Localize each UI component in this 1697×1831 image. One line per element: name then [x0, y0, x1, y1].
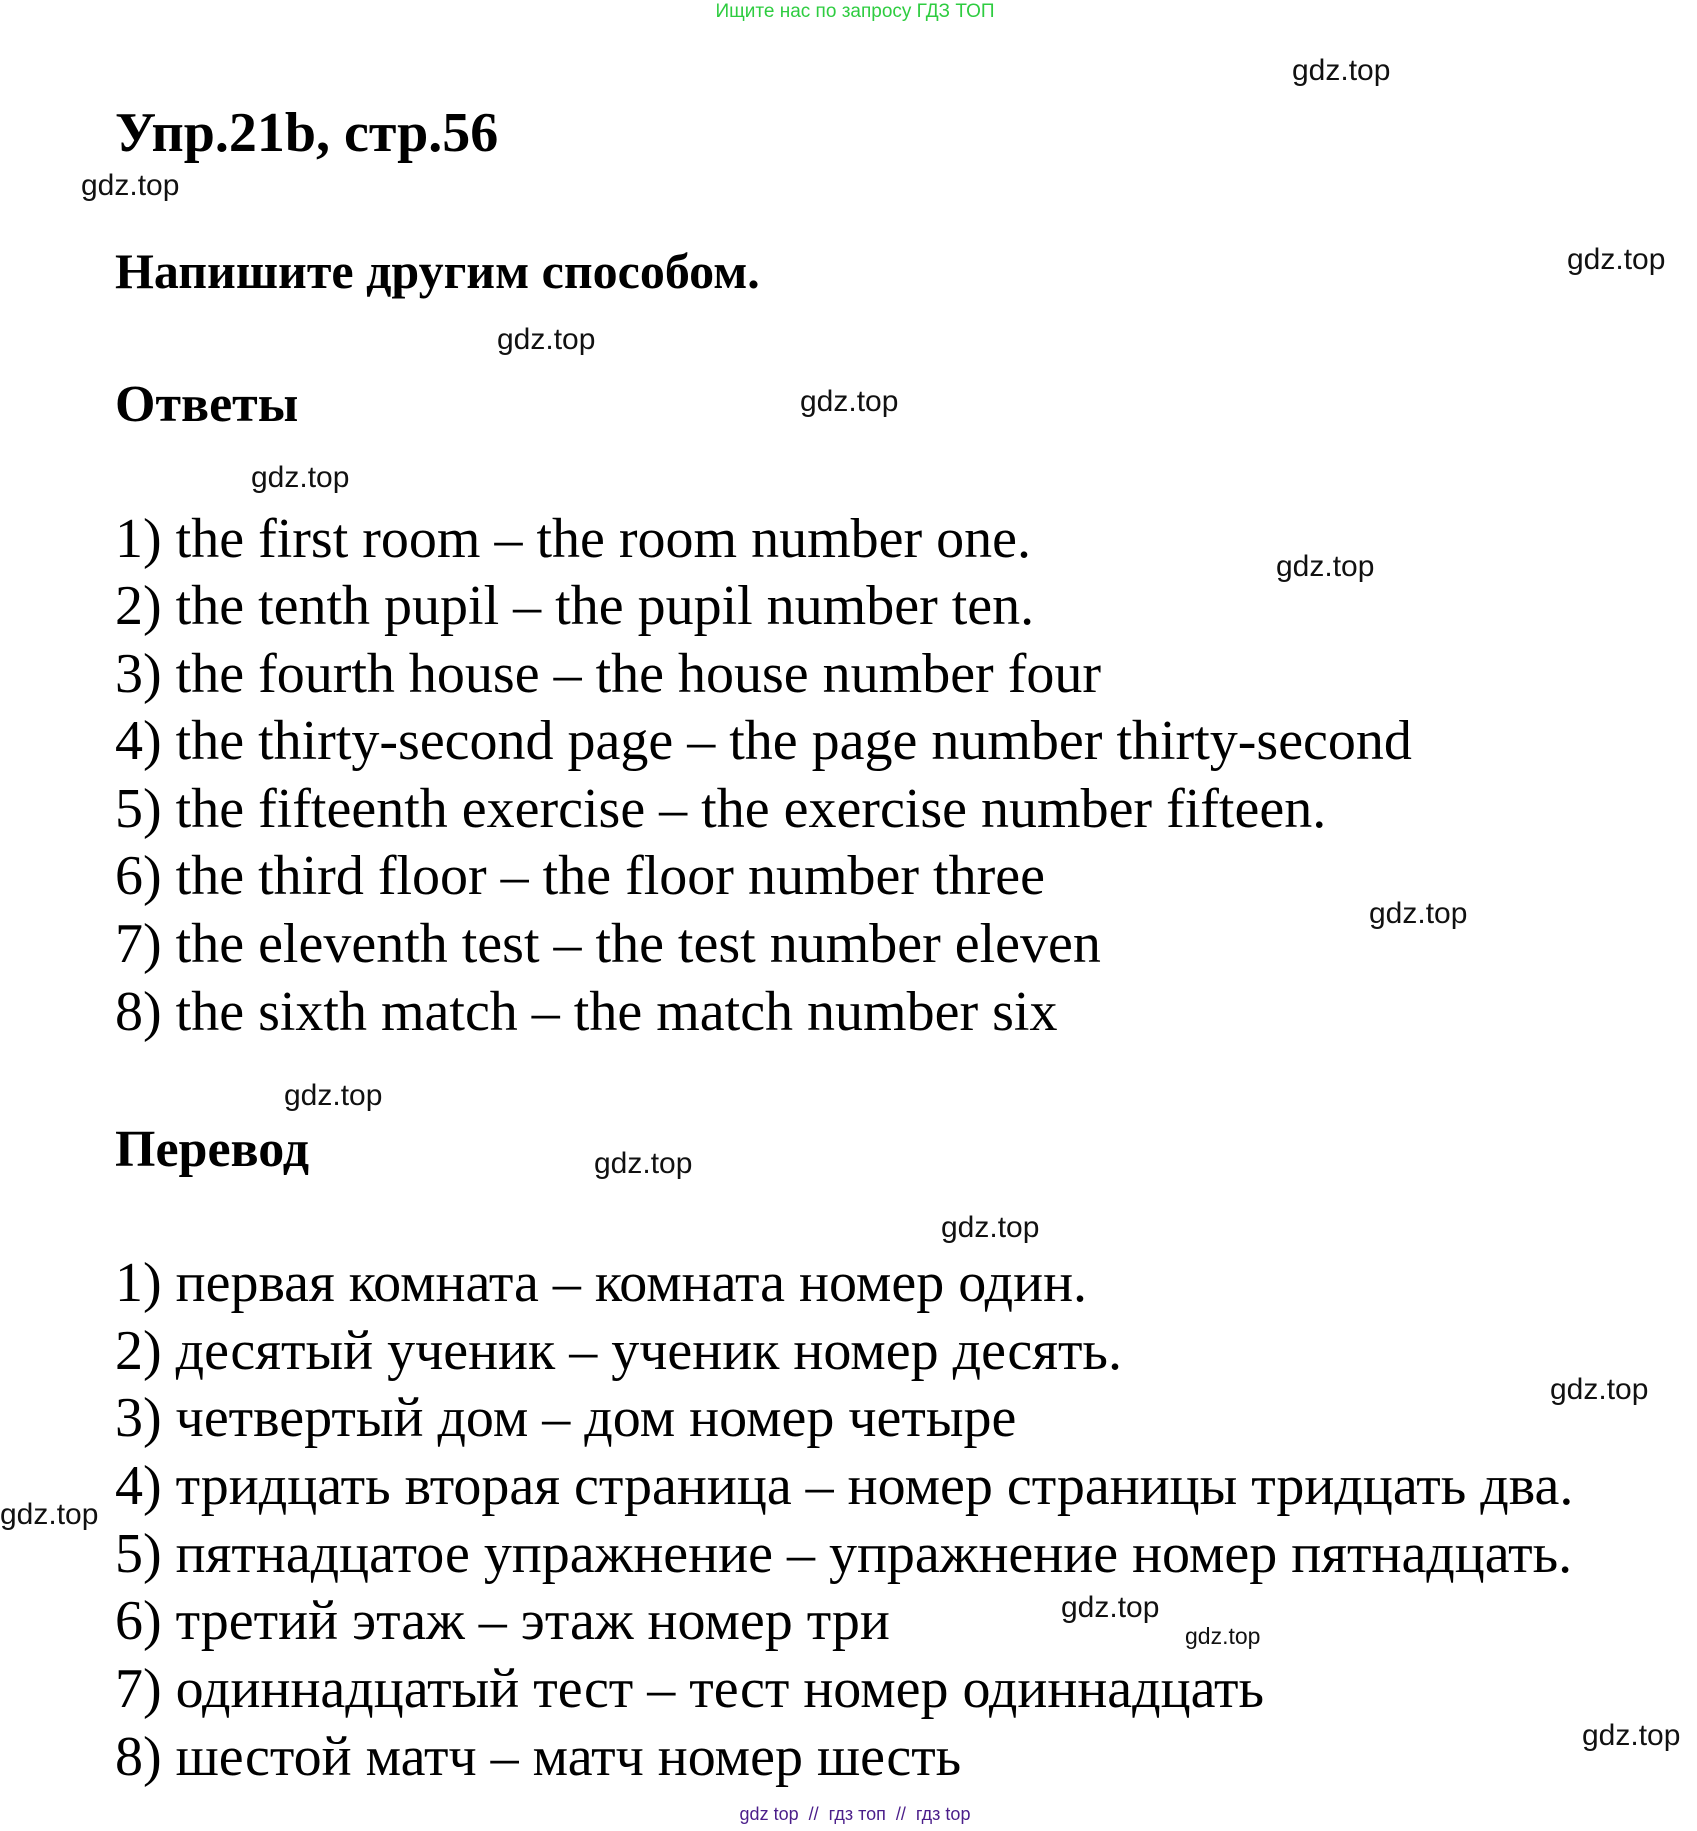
watermark: gdz.top — [284, 1079, 383, 1112]
answer-line: 4) the thirty-second page – the page number thirty-second — [115, 710, 1412, 772]
translation-line: 7) одиннадцатый тест – тест номер одиннадцать — [115, 1658, 1265, 1720]
watermark: gdz.top — [1582, 1719, 1681, 1752]
watermark: gdz.top — [0, 1498, 99, 1531]
watermark: gdz.top — [81, 169, 180, 202]
watermark: gdz.top — [1550, 1373, 1649, 1406]
answer-line: 8) the sixth match – the match number six — [115, 981, 1058, 1043]
watermark: gdz.top — [251, 461, 350, 494]
answer-line: 5) the fifteenth exercise – the exercise number fifteen. — [115, 778, 1327, 840]
translation-line: 8) шестой матч – матч номер шесть — [115, 1726, 962, 1788]
instruction: Напишите другим способом. — [115, 243, 760, 299]
watermark: gdz.top — [497, 323, 596, 356]
translation-line: 5) пятнадцатое упражнение – упражнение номер пятнадцать. — [115, 1523, 1573, 1585]
answer-line: 6) the third floor – the floor number three — [115, 845, 1045, 907]
answers-heading: Ответы — [115, 376, 299, 433]
answer-line: 2) the tenth pupil – the pupil number ten. — [115, 575, 1035, 637]
watermark: gdz.top — [941, 1211, 1040, 1244]
watermark: gdz.top — [1185, 1623, 1261, 1649]
answer-line: 7) the eleventh test – the test number eleven — [115, 913, 1101, 975]
watermark: gdz.top — [800, 385, 899, 418]
watermark: gdz.top — [1567, 243, 1666, 276]
watermark: gdz.top — [1061, 1591, 1160, 1624]
search-banner: Ищите нас по запросу ГДЗ ТОП — [715, 1, 995, 22]
translation-line: 1) первая комната – комната номер один. — [115, 1252, 1088, 1314]
watermark: gdz.top — [594, 1147, 693, 1180]
watermark: gdz.top — [1276, 550, 1375, 583]
watermark: gdz.top — [1369, 897, 1468, 930]
footer-links: gdz top // гдз топ // гдз top — [739, 1804, 971, 1824]
answer-line: 3) the fourth house – the house number four — [115, 643, 1101, 705]
answer-line: 1) the first room – the room number one. — [115, 508, 1032, 570]
watermark: gdz.top — [1292, 54, 1391, 87]
translation-line: 2) десятый ученик – ученик номер десять. — [115, 1320, 1122, 1382]
translation-heading: Перевод — [115, 1121, 310, 1178]
translation-line: 4) тридцать вторая страница – номер страницы тридцать два. — [115, 1455, 1574, 1517]
page-title: Упр.21b, стр.56 — [115, 102, 499, 164]
translation-line: 6) третий этаж – этаж номер три — [115, 1590, 890, 1652]
translation-line: 3) четвертый дом – дом номер четыре — [115, 1387, 1017, 1449]
